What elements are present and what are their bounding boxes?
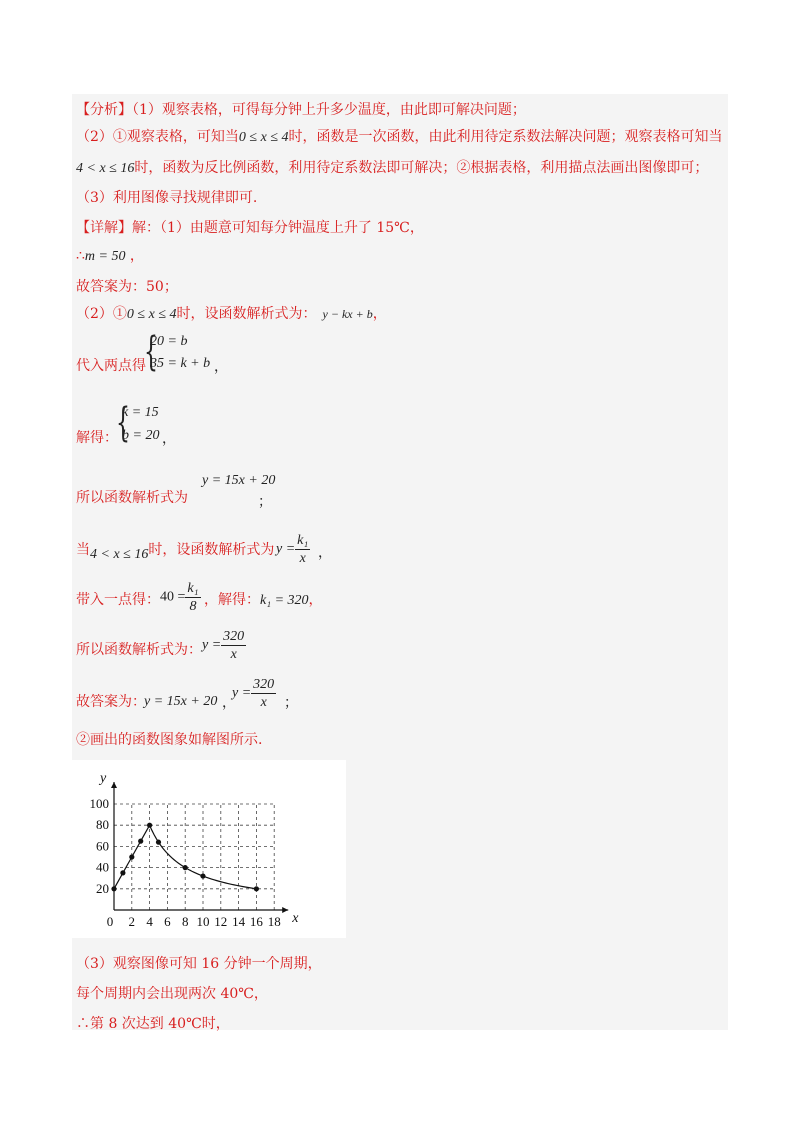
- part3-line-3: ∴第 8 次达到 40℃时，: [76, 1016, 230, 1032]
- punctuation: ，: [318, 546, 332, 561]
- analysis-line-3: [76, 158, 708, 179]
- inequality-4-16-b: 4 < x ≤ 16: [90, 547, 149, 562]
- data-point: [183, 865, 188, 870]
- k1-value: k₁ = 320: [260, 593, 309, 608]
- punctuation: ；: [284, 696, 298, 711]
- brace-2: {: [116, 400, 130, 446]
- inverse-function: [202, 628, 246, 663]
- detail-line-5: [76, 590, 160, 610]
- numerator: k₁: [187, 581, 199, 596]
- fraction: [221, 628, 246, 663]
- origin-label: 0: [106, 914, 114, 929]
- detail-text-1: 解：（1）由题意可知每分钟温度上升了 15℃，: [132, 220, 424, 236]
- y-tick-label: 40: [96, 859, 109, 875]
- detail-text-3b: 时，设函数解析式为：: [176, 306, 317, 322]
- punctuation: ，: [308, 592, 323, 608]
- x-tick-label: 6: [164, 914, 171, 929]
- inequality-4-16: 4 < x ≤ 16: [76, 161, 135, 176]
- data-point: [156, 840, 161, 845]
- punctuation: ；: [258, 495, 272, 510]
- answer-line-2: 故答案为：: [76, 694, 146, 710]
- x-tick-label: 18: [267, 914, 281, 929]
- analysis-tag: 【分析】: [76, 102, 132, 118]
- substitute-label: 代入两点得: [76, 358, 146, 374]
- punctuation: ，: [222, 696, 236, 711]
- data-point: [120, 870, 125, 875]
- denominator: x: [230, 647, 237, 662]
- solve-label: 解得：: [76, 430, 118, 446]
- punctuation: ，: [214, 360, 228, 375]
- data-point: [147, 823, 152, 828]
- data-point: [129, 854, 134, 859]
- x-tick-label: 14: [232, 914, 246, 929]
- y-axis-arrow: [111, 782, 117, 788]
- inverse-form: [276, 532, 310, 567]
- linear-form: y − kx + b: [322, 307, 373, 321]
- punctuation: ，: [372, 306, 387, 322]
- y-axis-label: y: [100, 771, 107, 786]
- punctuation: ，: [125, 248, 144, 264]
- linear-function: y = 15x + 20: [202, 473, 276, 488]
- detail-tag: 【详解】: [76, 220, 132, 236]
- linear-result-label: 所以函数解析式为: [76, 490, 188, 506]
- m-value: m = 50: [84, 249, 126, 264]
- solution-k: k = 15: [122, 405, 159, 420]
- detail-text-3a: （2）①: [76, 306, 127, 322]
- y-equals: y =: [202, 637, 222, 653]
- analysis-text-1: （1）观察表格，可得每分钟上升多少温度，由此即可解决问题；: [132, 102, 526, 118]
- y-tick-label: 20: [96, 880, 109, 896]
- x-tick-label: 16: [249, 914, 263, 929]
- numerator: 320: [253, 677, 275, 692]
- detail-line-2: [76, 246, 144, 267]
- answer-inverse: [232, 676, 276, 711]
- numerator: 320: [223, 629, 245, 644]
- fraction: [295, 532, 310, 567]
- analysis-line-1: [76, 100, 526, 120]
- data-point: [200, 873, 205, 878]
- lhs: 40 =: [160, 589, 186, 605]
- data-point: [111, 886, 116, 891]
- detail-text-5a: 带入一点得：: [76, 592, 160, 608]
- x-tick-label: 4: [146, 914, 153, 929]
- denominator: x: [299, 551, 306, 566]
- detail-text-4b: 时，设函数解析式为: [148, 542, 275, 558]
- detail-line-4: [76, 540, 274, 561]
- part3-line-1: （3）观察图像可知 16 分钟一个周期，: [76, 956, 322, 972]
- inequality-0-4: 0 ≤ x ≤ 4: [238, 130, 289, 145]
- y-tick-label: 80: [96, 817, 109, 833]
- denominator: x: [260, 695, 267, 710]
- y-tick-label: 100: [89, 796, 109, 811]
- substitution-equation: [160, 580, 201, 615]
- detail-line-1: [76, 218, 424, 238]
- analysis-line-2: [76, 127, 723, 148]
- punctuation: ，: [162, 432, 176, 447]
- detail-line-3: [76, 304, 387, 325]
- therefore-symbol: ∴: [76, 248, 85, 264]
- part3-line-2: 每个周期内会出现两次 40℃，: [76, 986, 268, 1002]
- denominator: 8: [189, 599, 197, 614]
- graph-svg: [72, 760, 346, 938]
- x-tick-label: 12: [214, 914, 228, 929]
- answer-line-1: 故答案为：50；: [76, 279, 178, 295]
- graph-caption: ②画出的函数图象如解图所示.: [76, 732, 263, 748]
- brace-1: {: [144, 329, 158, 375]
- analysis-text-2a: （2）①观察表格，可知当: [76, 129, 239, 145]
- x-tick-label: 8: [181, 914, 189, 929]
- x-tick-label: 2: [128, 914, 136, 929]
- x-axis-label: x: [292, 911, 299, 926]
- fraction: [251, 676, 276, 711]
- y-equals: y =: [232, 685, 252, 701]
- detail-text-5b: ，解得：: [204, 592, 260, 608]
- numerator: k₁: [297, 533, 309, 548]
- y-equals: y =: [276, 541, 296, 557]
- x-axis-arrow: [282, 907, 288, 913]
- detail-text-4a: 当: [76, 542, 90, 558]
- solution-b: b = 20: [122, 428, 160, 443]
- equation-2: 35 = k + b: [150, 356, 211, 371]
- function-graph: [72, 760, 346, 938]
- x-tick-label: 10: [196, 914, 210, 929]
- y-tick-label: 60: [96, 838, 109, 854]
- equation-1: 20 = b: [150, 334, 188, 349]
- detail-line-5b: [204, 590, 323, 611]
- analysis-text-3: 时，函数为反比例函数，利用待定系数法即可解决；②根据表格，利用描点法画出图像即可；: [134, 160, 709, 176]
- analysis-line-4: （3）利用图像寻找规律即可.: [76, 190, 258, 206]
- answer-linear: y = 15x + 20: [144, 694, 218, 709]
- inequality-0-4-b: 0 ≤ x ≤ 4: [126, 307, 177, 322]
- data-point: [254, 886, 259, 891]
- fraction: [185, 580, 200, 615]
- data-point: [138, 839, 143, 844]
- analysis-text-2b: 时，函数是一次函数，由此利用待定系数法解决问题；观察表格可知当: [288, 129, 723, 145]
- inverse-result-label: 所以函数解析式为：: [76, 642, 202, 658]
